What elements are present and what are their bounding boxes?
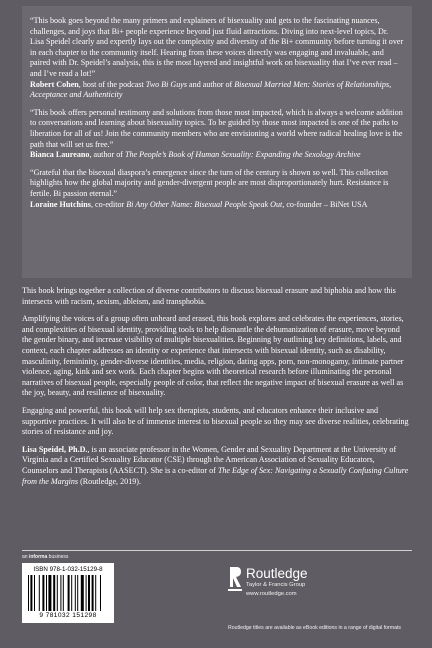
attribution-text: , author of xyxy=(89,150,125,160)
attribution-text: , co-founder – BiNet USA xyxy=(282,199,368,209)
author-bio-text: (Routledge, 2019). xyxy=(78,476,142,486)
author-bio-text: , is an associate professor in the Women, Gender and Sexuality Department at the University of Virginia and a Certified Sexuality Educator (CSE) through the American Association of Sexuality Educators, Counselors and Therapists (AASECT). She is a co-editor of xyxy=(22,444,397,475)
attribution-text: , host of the podcast xyxy=(78,79,146,89)
informa-business-tag xyxy=(22,554,68,560)
quote-text: “Grateful that the bisexual diaspora’s emergence since the turn of the century is shown so well. This collection highlights how the global majority and gender-divergent people are most disproportionately hurt. Resistance is fertile. Bi passion eternal.” xyxy=(30,167,389,198)
endorsement-2 xyxy=(30,108,404,161)
informa-text: an xyxy=(22,554,29,560)
quote-text: “This book offers personal testimony and solutions from those most impacted, which is always a welcome addition to conversations and learning about bisexuality topics. To be guided by those most impacted is one of the paths to liberation for all of us! Join the community members who are envisioning a world where radical healing love is the path that will set us free.” xyxy=(30,107,403,149)
quote-author: Robert Cohen xyxy=(30,79,79,89)
attribution-title: Bisexual Married Men: Stories of Relationships, Acceptance and Authenticity xyxy=(30,79,392,100)
footer-divider xyxy=(22,550,412,551)
publisher-group: Taylor & Francis Group xyxy=(246,582,306,588)
isbn-label: ISBN 978-1-032-15129-8 xyxy=(33,566,103,573)
author-bio xyxy=(22,445,410,487)
isbn-barcode xyxy=(22,563,114,623)
description-paragraph: Engaging and powerful, this book will help sex therapists, students, and educators enhance their inclusive and supportive practices. It will also be of immense interest to bisexual people so they may see diverse realities, celebrating stories of resistance and joy. xyxy=(22,405,409,437)
publisher-url: www.routledge.com xyxy=(246,591,297,597)
isbn-digits: 9 781032 151298 xyxy=(39,612,97,619)
barcode-image xyxy=(26,575,110,611)
quote-text: “This book goes beyond the many primers and explainers of bisexuality and gets to the fascinating nuances, challenges, and joys that Bi+ people experience beyond just fluid attractions. Diving into next-level topics, Dr. Lisa Speidel clearly and expertly lays out the complexity and diversity of the Bi+ community before turning it over in each chapter to the community itself. Hearing from these voices directly was engaging and invaluable, and paired with Dr. Speidel’s analysis, this is the most layered and insightful work on bisexuality that I’ve ever read – and I’ve read a lot!” xyxy=(30,16,404,78)
author-name: Lisa Speidel, Ph.D. xyxy=(22,444,88,454)
endorsement-1 xyxy=(30,16,404,101)
quote-author: Loraine Hutchins xyxy=(30,199,91,209)
routledge-logo-icon xyxy=(228,566,242,592)
author-book-title: The Edge of Sex: Navigating a Sexually Confusing Culture from the Margins xyxy=(22,465,409,486)
endorsement-3 xyxy=(30,168,404,210)
book-description xyxy=(22,286,410,494)
description-paragraph: Amplifying the voices of a group often unheard and erased, this book explores and celebrates the experiences, stories, and complexities of bisexual identity, providing tools to help dismantle the dehumanization of erasure, move beyond the gender binary, and increase visibility of multiple bisexualities. Beginning by outlining key definitions, labels, and context, each chapter addresses an identity or experience that intersects with bisexual identity, such as disability, masculinity, femininity, gender-diverse identities, media, religion, dating apps, porn, non-monogamy, intimate partner violence, aging, kink and sex work. Each chapter begins with theoretical research before illuminating the personal narratives of bisexual people, especially people of color, that reflect the negative impact of bisexual erasure as well as the joy, beauty, and resilience of bisexuality. xyxy=(22,314,404,398)
ebook-availability-note: Routledge titles are available as eBook editions in a range of digital formats xyxy=(228,625,402,631)
informa-text: business xyxy=(47,554,69,560)
informa-word: informa xyxy=(28,554,48,560)
attribution-title: The People’s Book of Human Sexuality: Expanding the Sexology Archive xyxy=(124,150,361,160)
attribution-text: , co-editor xyxy=(90,199,127,209)
attribution-title: Two Bi Guys xyxy=(145,79,188,89)
publisher-name: Routledge xyxy=(246,566,308,581)
quote-attribution xyxy=(30,80,404,101)
attribution-text: and author of xyxy=(187,79,235,89)
attribution-title: Bi Any Other Name: Bisexual People Speak Out xyxy=(126,199,283,209)
publisher-logo-block xyxy=(228,566,368,606)
quote-attribution xyxy=(30,200,404,211)
endorsements-panel xyxy=(22,6,412,278)
quote-attribution xyxy=(30,150,404,161)
description-paragraph: This book brings together a collection of diverse contributors to discuss bisexual erasure and biphobia and how this intersects with racism, sexism, ableism, and transphobia. xyxy=(22,286,396,306)
quote-author: Bianca Laureano xyxy=(30,150,90,160)
